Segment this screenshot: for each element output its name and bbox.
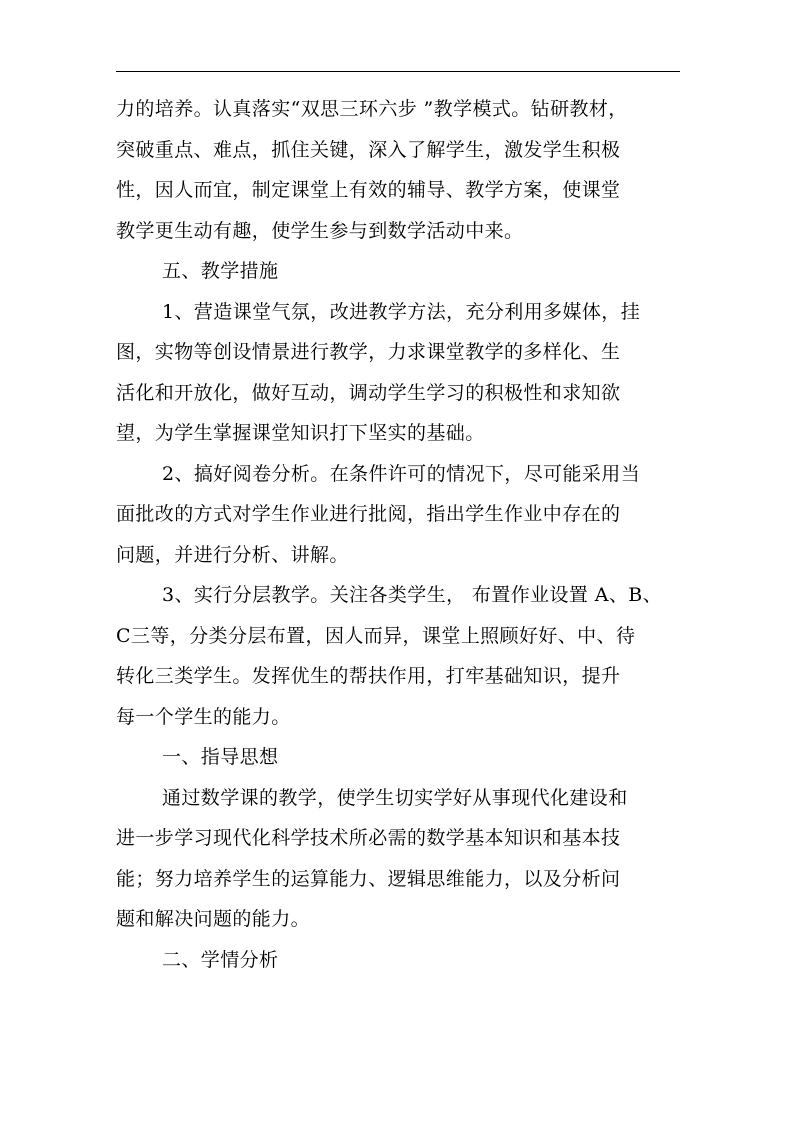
text-line-21: 题和解决问题的能力。 bbox=[116, 908, 311, 930]
text-line-3: 性，因人而宜，制定课堂上有效的辅导、教学方案，使课堂 bbox=[116, 179, 621, 201]
text-line-16: 每一个学生的能力。 bbox=[116, 705, 291, 728]
text-line-20: 能；努力培养学生的运算能力、逻辑思维能力，以及分析问 bbox=[116, 867, 621, 890]
text-line-4: 教学更生动有趣，使学生参与到数学活动中来。 bbox=[116, 219, 524, 242]
text-line-9: 望，为学生掌握课堂知识打下坚实的基础。 bbox=[116, 422, 485, 444]
section-heading-student-analysis: 二、学情分析 bbox=[162, 948, 279, 971]
text-line-8: 活化和开放化，做好互动，调动学生学习的积极性和求知欲 bbox=[116, 381, 621, 404]
text-line-15: 转化三类学生。发挥优生的帮扶作用，打牢基础知识，提升 bbox=[116, 665, 621, 687]
text-line-10: 2、搞好阅卷分析。在条件许可的情况下，尽可能采用当 bbox=[162, 462, 641, 485]
text-line-13: 3、实行分层教学。关注各类学生， 布置作业设置 A、B、 bbox=[162, 584, 663, 606]
text-line-6: 1、营造课堂气氛，改进教学方法，充分利用多媒体，挂 bbox=[162, 300, 641, 323]
text-line-11: 面批改的方式对学生作业进行批阅，指出学生作业中存在的 bbox=[116, 503, 621, 525]
text-line-7: 图，实物等创设情景进行教学，力求课堂教学的多样化、生 bbox=[116, 341, 621, 363]
text-line-12: 问题，并进行分析、讲解。 bbox=[116, 543, 349, 566]
section-heading-teaching-measures: 五、教学措施 bbox=[162, 260, 279, 282]
text-line-19: 进一步学习现代化科学技术所必需的数学基本知识和基本技 bbox=[116, 827, 621, 849]
text-line-2: 突破重点、难点，抓住关键，深入了解学生，激发学生积极 bbox=[116, 138, 621, 161]
text-line-14: C三等，分类分层布置，因人而异，课堂上照顾好好、中、待 bbox=[116, 624, 636, 647]
text-line-1: 力的培养。认真落实“双思三环六步 ”教学模式。钻研教材， bbox=[116, 98, 628, 120]
document-body bbox=[116, 89, 682, 980]
header-rule bbox=[116, 71, 680, 72]
text-line-18: 通过数学课的教学，使学生切实学好从事现代化建设和 bbox=[162, 786, 628, 809]
section-heading-guiding-ideology: 一、指导思想 bbox=[162, 746, 279, 768]
